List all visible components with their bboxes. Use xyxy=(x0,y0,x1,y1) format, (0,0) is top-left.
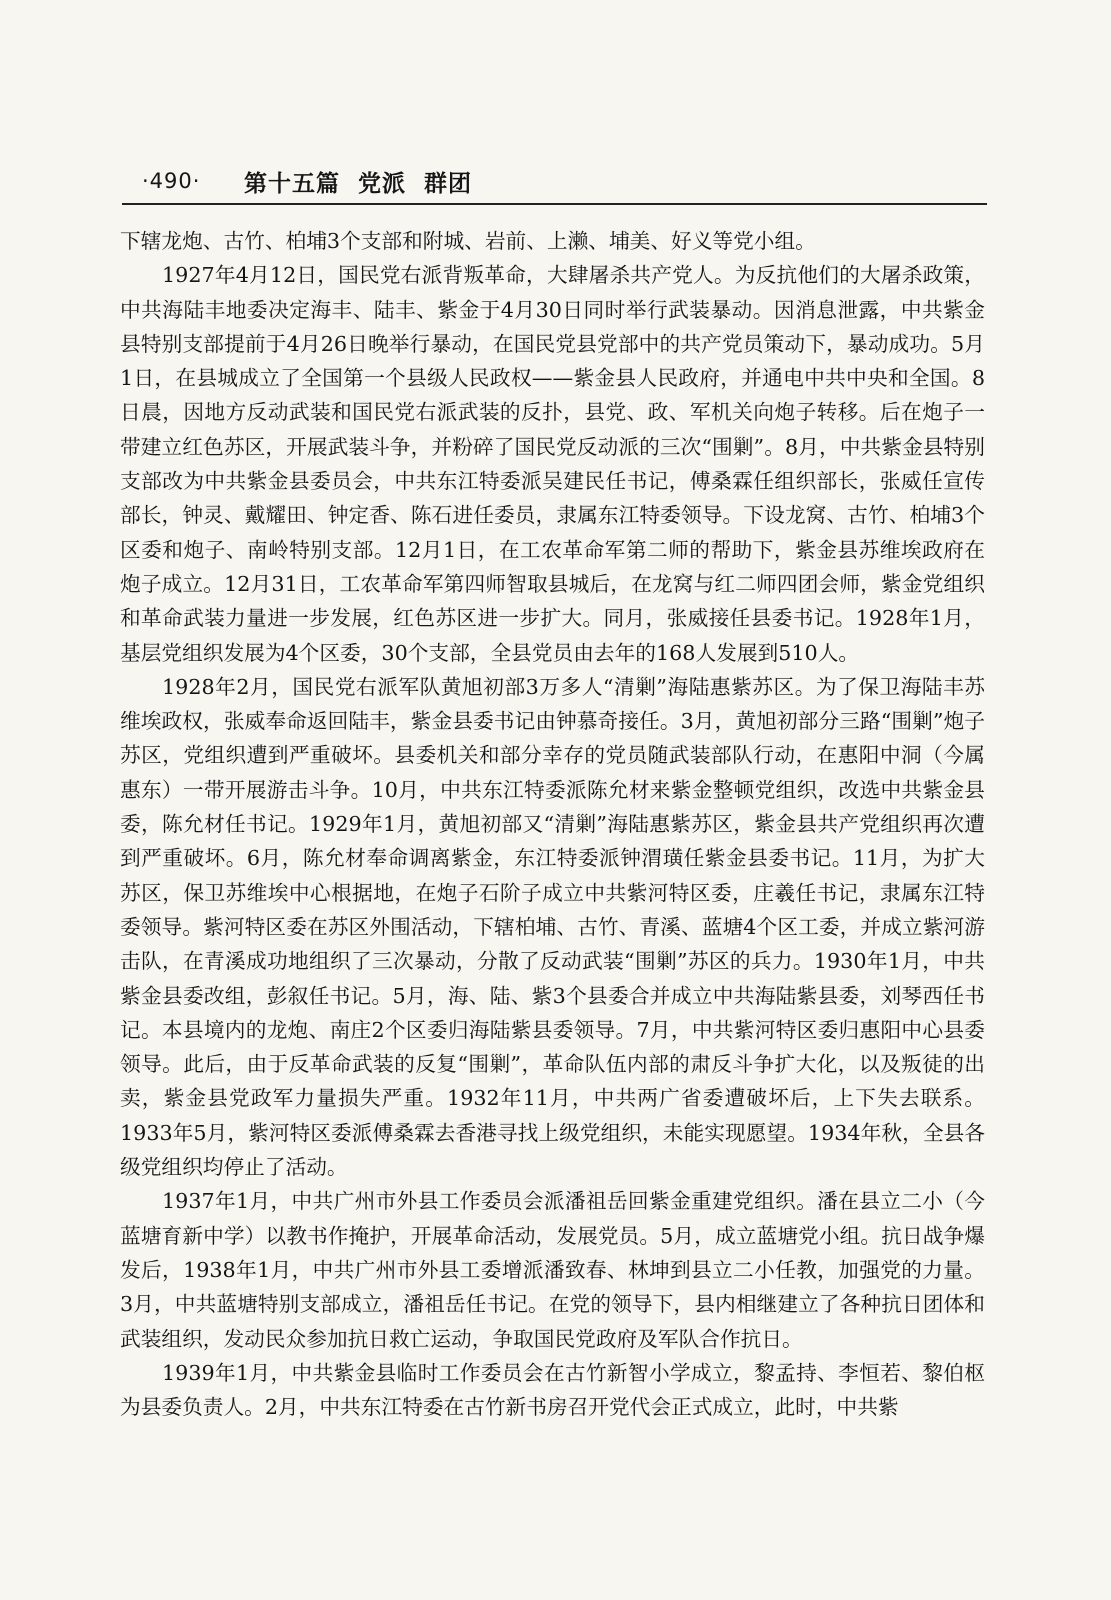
paragraph-1928-suppression: 1928年2月，国民党右派军队黄旭初部3万多人“清剿”海陆惠紫苏区。为了保卫海陆丰苏维埃政权，张威奉命返回陆丰，紫金县委书记由钟慕奇接任。3月，黄旭初部分三路“围剿”炮子苏区，党组织遭到严重破坏。县委机关和部分幸存的党员随武装部队行动，在惠阳中洞（今属惠东）一带开展游击斗争。10月，中共东江特委派陈允材来紫金整顿党组织，改选中共紫金县委，陈允材任书记。1929年1月，黄旭初部又“清剿”海陆惠紫苏区，紫金县共产党组织再次遭到严重破坏。6月，陈允材奉命调离紫金，东江特委派钟渭璜任紫金县委书记。11月，为扩大苏区，保卫苏维埃中心根据地，在炮子石阶子成立中共紫河特区委，庄羲任书记，隶属东江特委领导。紫河特区委在苏区外围活动，下辖柏埔、古竹、青溪、蓝塘4个区工委，并成立紫河游击队，在青溪成功地组织了三次暴动，分散了反动武装“围剿”苏区的兵力。1930年1月，中共紫金县委改组，彭叙任书记。5月，海、陆、紫3个县委合并成立中共海陆紫县委，刘琴西任书记。本县境内的龙炮、南庄2个区委归海陆紫县委领导。7月，中共紫河特区委归惠阳中心县委领导。此后，由于反革命武装的反复“围剿”，革命队伍内部的肃反斗争扩大化，以及叛徒的出卖，紫金县党政军力量损失严重。1932年11月，中共两广省委遭破坏后，上下失去联系。1933年5月，紫河特区委派傅桑霖去香港寻找上级党组织，未能实现愿望。1934年秋，全县各级党组织均停止了活动。 xyxy=(120,674,985,1180)
paragraph-continuation: 下辖龙炮、古竹、柏埔3个支部和附城、岩前、上濑、埔美、好义等党小组。 xyxy=(120,229,816,253)
chapter-title: 第十五篇 党派 群团 xyxy=(244,171,473,197)
header-divider xyxy=(122,203,987,205)
paragraph-1939-committee: 1939年1月，中共紫金县临时工作委员会在古竹新智小学成立，黎孟持、李恒若、黎伯枢为县委负责人。2月，中共东江特委在古竹新书房召开党代会正式成立，此时，中共紫 xyxy=(120,1360,985,1420)
page-header xyxy=(140,164,1000,204)
main-text xyxy=(120,224,985,1424)
paragraph-1927-uprising: 1927年4月12日，国民党右派背叛革命，大肆屠杀共产党人。为反抗他们的大屠杀政策，中共海陆丰地委决定海丰、陆丰、紫金于4月30日同时举行武装暴动。因消息泄露，中共紫金县特别支部提前于4月26日晚举行暴动，在国民党县党部中的共产党员策动下，暴动成功。5月1日，在县城成立了全国第一个县级人民政权——紫金县人民政府，并通电中共中央和全国。8日晨，因地方反动武装和国民党右派武装的反扑，县党、政、军机关向炮子转移。后在炮子一带建立红色苏区，开展武装斗争，并粉碎了国民党反动派的三次“围剿”。8月，中共紫金县特别支部改为中共紫金县委员会，中共东江特委派吴建民任书记，傅桑霖任组织部长，张威任宣传部长，钟灵、戴耀田、钟定香、陈石进任委员，隶属东江特委领导。下设龙窝、古竹、柏埔3个区委和炮子、南岭特别支部。12月1日，在工农革命军第二师的帮助下，紫金县苏维埃政府在炮子成立。12月31日，工农革命军第四师智取县城后，在龙窝与红二师四团会师，紫金党组织和革命武装力量进一步发展，红色苏区进一步扩大。同月，张威接任县委书记。1928年1月，基层党组织发展为4个区委，30个支部，全县党员由去年的168人发展到510人。 xyxy=(120,263,985,665)
paragraph-1937-rebuilding: 1937年1月，中共广州市外县工作委员会派潘祖岳回紫金重建党组织。潘在县立二小（今蓝塘育新中学）以教书作掩护，开展革命活动，发展党员。5月，成立蓝塘党小组。抗日战争爆发后，1938年1月，中共广州市外县工委增派潘致春、林坤到县立二小任教，加强党的力量。3月，中共蓝塘特别支部成立，潘祖岳任书记。在党的领导下，县内相继建立了各种抗日团体和武装组织，发动民众参加抗日救亡运动，争取国民党政府及军队合作抗日。 xyxy=(120,1189,985,1351)
page-number: ·490· xyxy=(142,169,201,193)
